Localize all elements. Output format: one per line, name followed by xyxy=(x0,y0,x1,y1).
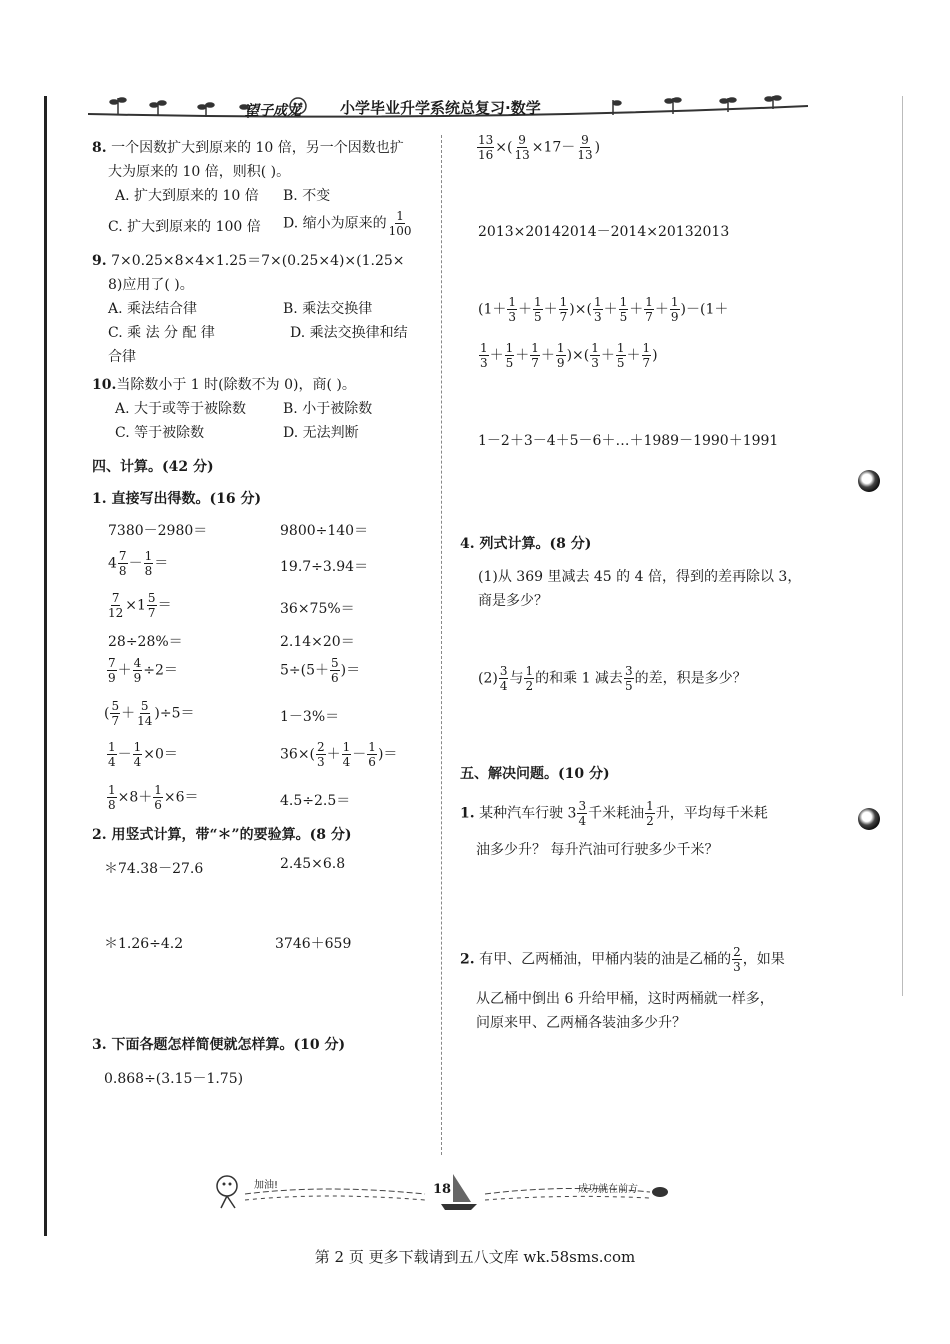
q10-option-d: D. 无法判断 xyxy=(283,425,359,441)
s2-title: 2. 用竖式计算，带“＊”的要验算。(8 分) xyxy=(92,827,352,843)
q9-option-a: A. 乘法结合律 xyxy=(108,301,198,317)
q8-option-c: C. 扩大到原来的 100 倍 xyxy=(108,219,261,235)
p2-line1: 2. 有甲、乙两桶油，甲桶内装的油是乙桶的 $\frac{2}{3}$ ，如果 xyxy=(460,945,785,974)
q9-option-d: D. 乘法交换律和结 xyxy=(290,325,408,341)
q9-line2: 8)应用了( )。 xyxy=(108,277,194,293)
expr-3-line2: $\frac{1}{3}$ ＋ $\frac{1}{5}$ ＋ $\frac{1}{7}$ ＋ $\frac{1}{9}$ )×( $\frac{1}{3}$ ＋ $\frac{1}{5}$ ＋ $\frac{1}{7}$ ) xyxy=(480,341,658,370)
calc-r3a: $\frac{7}{12}$ ×1 $\frac{5}{7}$ ＝ xyxy=(108,591,172,620)
header-logo: 望子成龙 xyxy=(245,103,301,119)
calc-r4b: 2.14×20＝ xyxy=(280,634,355,650)
calc-r3b: 36×75%＝ xyxy=(280,601,355,617)
calc-r8b: 4.5÷2.5＝ xyxy=(280,793,351,809)
q8-line2: 大为原来的 10 倍，则积( )。 xyxy=(108,164,291,180)
s4-2: (2) $\frac{3}{4}$ 与 $\frac{1}{2}$ 的和乘 1 减去 $\frac{3}{5}$ 的差，积是多少？ xyxy=(478,664,747,693)
s1-title: 1. 直接写出得数。(16 分) xyxy=(92,491,262,507)
scan-left-border xyxy=(44,96,47,1236)
s4-1-line2: 商是多少？ xyxy=(478,593,548,609)
calc-r1a: 7380－2980＝ xyxy=(108,523,208,539)
p1-line2: 油多少升？ 每升汽油可行驶多少千米？ xyxy=(476,842,719,858)
q10-option-a: A. 大于或等于被除数 xyxy=(115,401,247,417)
section5-title: 五、解决问题。(10 分) xyxy=(460,766,610,782)
s3-a: 0.868÷(3.15－1.75) xyxy=(104,1071,244,1087)
s4-1-line1: (1)从 369 里减去 45 的 4 倍，得到的差再除以 3， xyxy=(478,569,802,585)
calc-r7b: 36×( $\frac{2}{3}$ ＋ $\frac{1}{4}$ － $\frac{1}{6}$ )＝ xyxy=(280,740,398,769)
calc-r1b: 9800÷140＝ xyxy=(280,523,369,539)
s2-c: ＊1.26÷4.2 xyxy=(104,936,184,952)
expr-2: 2013×20142014－2014×20132013 xyxy=(478,224,730,240)
footer-text: 第 2 页 更多下载请到五八文库 wk.58sms.com xyxy=(314,1248,636,1266)
footer-deco-left: 加油! xyxy=(254,1180,279,1191)
q9-option-d-cont: 合律 xyxy=(108,349,136,365)
q8-option-b: B. 不变 xyxy=(283,188,331,204)
calc-r6a: ( $\frac{5}{7}$ ＋ $\frac{5}{14}$ )÷5＝ xyxy=(104,699,195,728)
calc-r2b: 19.7÷3.94＝ xyxy=(280,559,369,575)
p2-line2: 从乙桶中倒出 6 升给甲桶，这时两桶就一样多， xyxy=(476,991,774,1007)
expr-3-line1: (1＋ $\frac{1}{3}$ ＋ $\frac{1}{5}$ ＋ $\frac{1}{7}$ )×( $\frac{1}{3}$ ＋ $\frac{1}{5}$ ＋ $\frac{1}{7}$ ＋ $\frac{1}{9}$ )－(1＋ xyxy=(478,295,729,324)
calc-r5b: 5÷(5＋ $\frac{5}{6}$ )＝ xyxy=(280,656,361,685)
q8-line1: 8. 一个因数扩大到原来的 10 倍，另一个因数也扩 xyxy=(92,140,404,156)
q9-line1: 9. 7×0.25×8×4×1.25＝7×(0.25×4)×(1.25× xyxy=(92,253,405,269)
scan-right-border xyxy=(902,96,903,996)
q8-option-d: D. 缩小为原来的 $\frac{1}{100}$ xyxy=(283,209,412,238)
footer-page-number: 18 xyxy=(433,1182,452,1197)
s2-d: 3746＋659 xyxy=(275,936,352,952)
expr-4: 1－2＋3－4＋5－6＋…＋1989－1990＋1991 xyxy=(478,433,779,449)
calc-r5a: $\frac{7}{9}$ ＋ $\frac{4}{9}$ ÷2＝ xyxy=(108,656,178,685)
column-divider xyxy=(441,135,442,1155)
q9-option-b: B. 乘法交换律 xyxy=(283,301,373,317)
punch-hole-icon xyxy=(858,470,880,492)
section4-title: 四、计算。(42 分) xyxy=(92,459,214,475)
p1-line1: 1. 某种汽车行驶 3 $\frac{3}{4}$ 千米耗油 $\frac{1}{2}$ 升，平均每千米耗 xyxy=(460,799,768,828)
q10-option-b: B. 小于被除数 xyxy=(283,401,373,417)
s2-b: 2.45×6.8 xyxy=(280,856,346,872)
s4-title: 4. 列式计算。(8 分) xyxy=(460,536,592,552)
calc-r8a: $\frac{1}{8}$ ×8＋ $\frac{1}{6}$ ×6＝ xyxy=(108,783,199,812)
punch-hole-icon xyxy=(858,808,880,830)
q9-option-c: C. 乘 法 分 配 律 xyxy=(108,325,215,341)
calc-r4a: 28÷28%＝ xyxy=(108,634,183,650)
s2-a: ＊74.38－27.6 xyxy=(104,861,204,877)
p2-line3: 问原来甲、乙两桶各装油多少升？ xyxy=(476,1015,686,1031)
s3-title: 3. 下面各题怎样简便就怎样算。(10 分) xyxy=(92,1037,346,1053)
header-title: 小学毕业升学系统总复习·数学 xyxy=(340,99,541,117)
calc-r2a: 4 $\frac{7}{8}$ － $\frac{1}{8}$ ＝ xyxy=(108,549,169,578)
q8-option-a: A. 扩大到原来的 10 倍 xyxy=(115,188,259,204)
footer-deco-right: 成功就在前方 xyxy=(578,1184,638,1195)
expr-1: $\frac{13}{16}$ ×( $\frac{9}{13}$ ×17－ $\frac{9}{13}$ ) xyxy=(478,133,601,162)
q10-option-c: C. 等于被除数 xyxy=(115,425,205,441)
calc-r7a: $\frac{1}{4}$ － $\frac{1}{4}$ ×0＝ xyxy=(108,740,178,769)
q10-line1: 10.当除数小于 1 时(除数不为 0)，商( )。 xyxy=(92,377,356,393)
calc-r6b: 1－3%＝ xyxy=(280,709,340,725)
